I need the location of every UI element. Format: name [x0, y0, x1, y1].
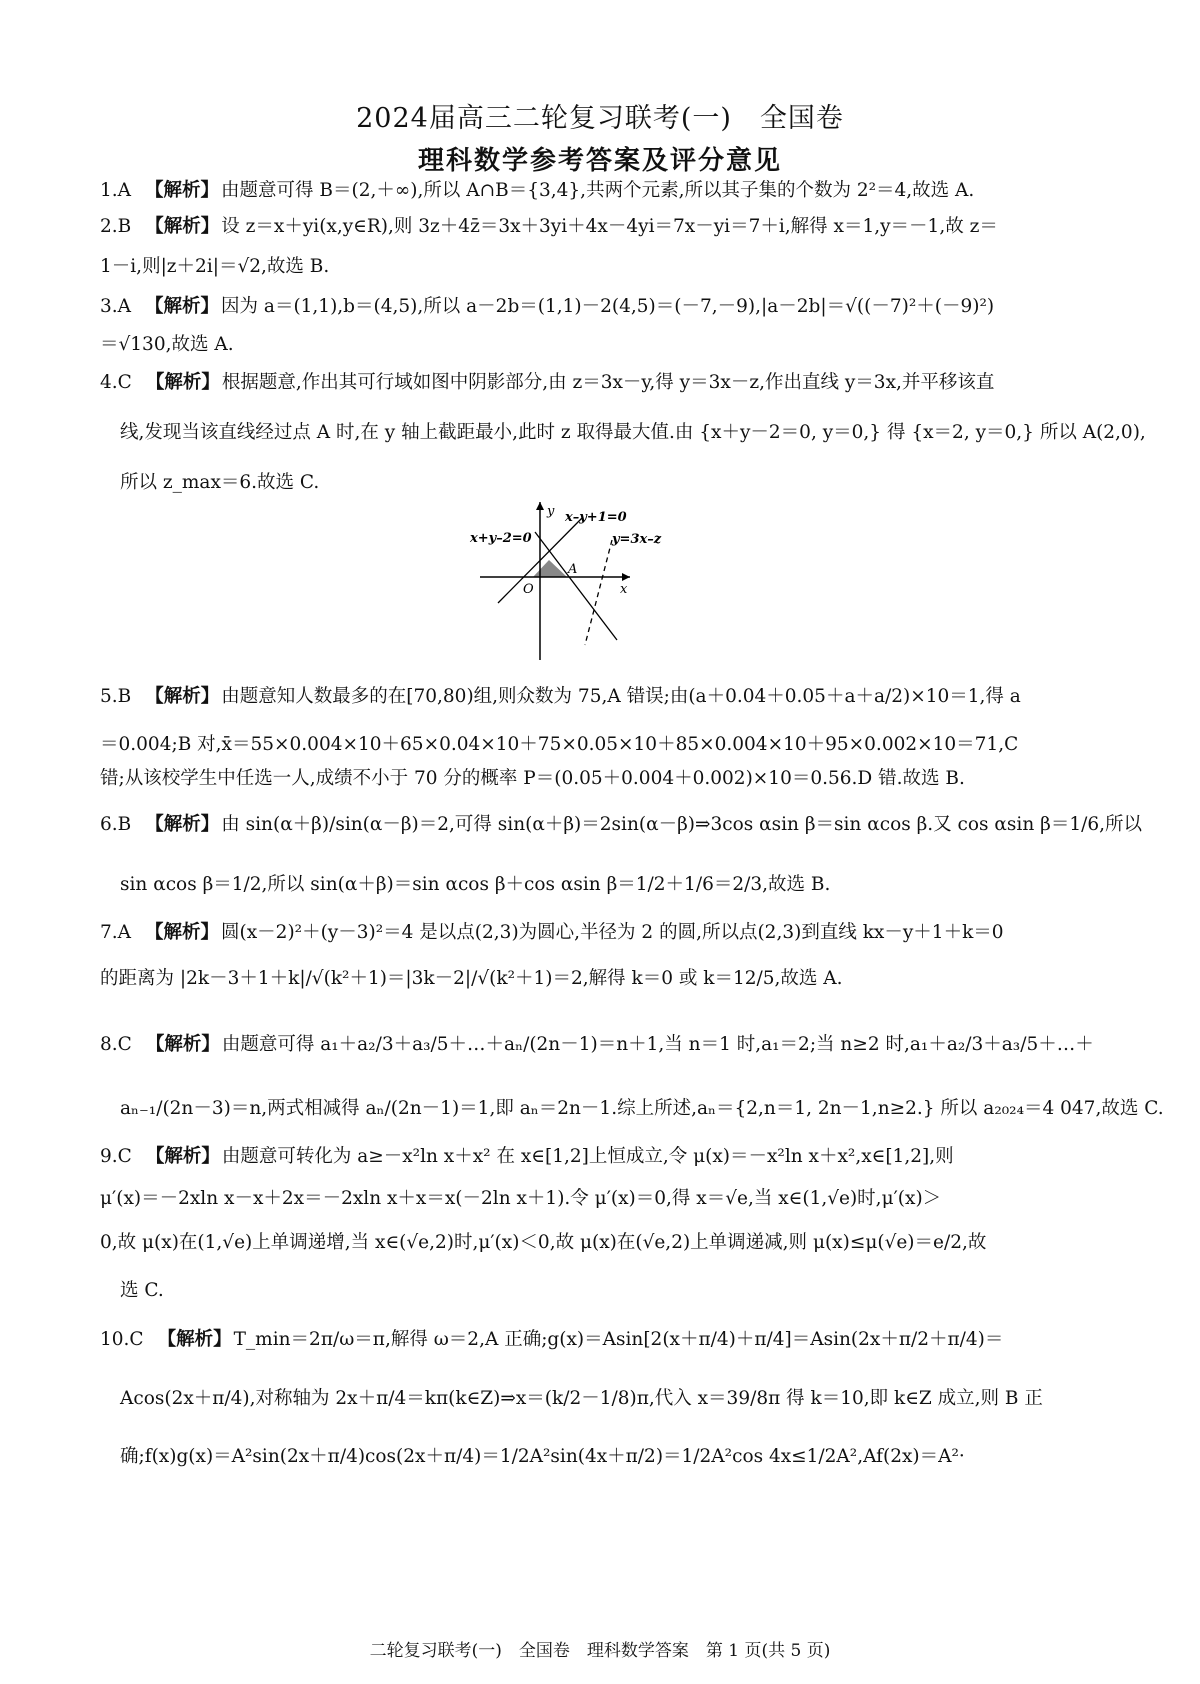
answer-8-cont: aₙ₋₁/(2n－3)＝n,两式相减得 aₙ/(2n－1)＝1,即 aₙ＝2n－1.综上所述,aₙ＝{2,n＝1, 2n－1,n≥2.} 所以 a₂₀₂₄＝4 047,故选 C.: [120, 1098, 1164, 1119]
answer-text: 因为 a＝(1,1),b＝(4,5),所以 a－2b＝(1,1)－2(4,5)＝(－7,－9),|a－2b|＝√((－7)²＋(－9)²): [221, 296, 995, 317]
exam-title: 2024届高三二轮复习联考(一) 全国卷: [356, 103, 844, 134]
answer-text: T_min＝2π/ω＝π,解得 ω＝2,A 正确;g(x)＝Asin[2(x＋π/4)＋π/4]＝Asin(2x＋π/2＋π/4)＝: [233, 1329, 1004, 1350]
line3-label: y=3x–z: [612, 532, 662, 547]
answer-number: 9.C: [100, 1146, 132, 1167]
answer-number: 7.A: [100, 922, 132, 943]
analysis-tag: 【解析】: [145, 686, 220, 707]
answer-text: 圆(x－2)²＋(y－3)²＝4 是以点(2,3)为圆心,半径为 2 的圆,所以点(2,3)到直线 kx－y＋1＋k＝0: [221, 922, 1004, 943]
answer-number: 10.C: [100, 1329, 144, 1350]
answer-7-cont: 的距离为 |2k－3＋1＋k|/√(k²＋1)＝|3k－2|/√(k²＋1)＝2,解得 k＝0 或 k＝12/5,故选 A.: [100, 968, 843, 989]
analysis-tag: 【解析】: [145, 1034, 220, 1055]
answer-10-cont2: 确;f(x)g(x)＝A²sin(2x＋π/4)cos(2x＋π/4)＝1/2A²sin(4x＋π/2)＝1/2A²cos 4x≤1/2A²,Af(2x)＝A²·: [120, 1446, 965, 1467]
answer-key-title: 理科数学参考答案及评分意见: [417, 146, 782, 176]
answer-number: 8.C: [100, 1034, 132, 1055]
line-x-plus-y-minus-2: [535, 532, 617, 640]
answer-9-cont: μ′(x)＝－2xln x－x＋2x＝－2xln x＋x＝x(－2ln x＋1).令 μ′(x)＝0,得 x＝√e,当 x∈(1,√e)时,μ′(x)＞: [100, 1188, 942, 1209]
y-axis-label: y: [547, 504, 555, 519]
answer-number: 5.B: [100, 686, 132, 707]
answer-9-cont2: 0,故 μ(x)在(1,√e)上单调递增,当 x∈(√e,2)时,μ′(x)＜0,故 μ(x)在(√e,2)上单调递减,则 μ(x)≤μ(√e)＝e/2,故: [100, 1232, 987, 1253]
answer-5-cont: ＝0.004;B 对,x̄＝55×0.004×10＋65×0.04×10＋75×0.05×10＋85×0.004×10＋95×0.002×10＝71,C: [100, 734, 1019, 755]
analysis-tag: 【解析】: [145, 814, 220, 835]
analysis-tag: 【解析】: [145, 372, 220, 393]
answer-6: [100, 810, 1142, 836]
origin-label: O: [523, 582, 534, 597]
answer-text: 根据题意,作出其可行域如图中阴影部分,由 z＝3x－y,得 y＝3x－z,作出直线 y＝3x,并平移该直: [221, 372, 995, 393]
answer-text: 由题意知人数最多的在[70,80)组,则众数为 75,A 错误;由(a＋0.04＋0.05＋a＋a/2)×10＝1,得 a: [221, 686, 1021, 707]
analysis-tag: 【解析】: [145, 216, 220, 237]
answer-3: [100, 292, 1105, 318]
answer-4-cont2: 所以 z_max＝6.故选 C.: [120, 472, 320, 493]
answer-5: [100, 682, 1105, 708]
line2-label: x+y–2=0: [470, 531, 532, 546]
line1-label: x–y+1=0: [565, 510, 627, 525]
answer-4-cont: 线,发现当该直线经过点 A 时,在 y 轴上截距最小,此时 z 取得最大值.由 {x＋y－2＝0, y＝0,} 得 {x＝2, y＝0,} 所以 A(2,0),: [120, 422, 1146, 443]
answer-5-cont2: 错;从该校学生中任选一人,成绩不小于 70 分的概率 P＝(0.05＋0.004＋0.002)×10＝0.56.D 错.故选 B.: [100, 768, 965, 789]
answer-2: [100, 212, 1105, 238]
page-footer: 二轮复习联考(一) 全国卷 理科数学答案 第 1 页(共 5 页): [369, 1641, 831, 1661]
answer-7: [100, 918, 1105, 944]
answer-number: 6.B: [100, 814, 132, 835]
y-axis-arrow: [536, 502, 544, 510]
analysis-tag: 【解析】: [145, 1146, 220, 1167]
answer-text: 由 sin(α＋β)/sin(α－β)＝2,可得 sin(α＋β)＝2sin(α－β)⇒3cos αsin β＝sin αcos β.又 cos αsin β＝1/6,所以: [221, 814, 1142, 835]
answer-number: 2.B: [100, 216, 132, 237]
point-a-label: A: [568, 562, 578, 577]
x-axis-arrow: [622, 573, 630, 581]
answer-1: [100, 176, 1105, 202]
answer-3-cont: ＝√130,故选 A.: [100, 334, 234, 355]
answer-text: 由题意可转化为 a≥－x²ln x＋x² 在 x∈[1,2]上恒成立,令 μ(x)＝－x²ln x＋x²,x∈[1,2],则: [221, 1146, 954, 1167]
answer-6-cont: sin αcos β＝1/2,所以 sin(α＋β)＝sin αcos β＋cos αsin β＝1/2＋1/6＝2/3,故选 B.: [120, 874, 831, 895]
analysis-tag: 【解析】: [145, 296, 220, 317]
analysis-tag: 【解析】: [145, 922, 220, 943]
line-y-eq-3x-minus-z: [585, 540, 612, 645]
x-axis-label: x: [620, 582, 628, 597]
answer-9: [100, 1142, 1105, 1168]
answer-8: [100, 1030, 1105, 1056]
answer-number: 4.C: [100, 372, 132, 393]
answer-4: [100, 368, 1105, 394]
answer-text: 由题意可得 a₁＋a₂/3＋a₃/5＋…＋aₙ/(2n－1)＝n＋1,当 n＝1 时,a₁＝2;当 n≥2 时,a₁＋a₂/3＋a₃/5＋…＋: [221, 1034, 1094, 1055]
answer-number: 3.A: [100, 296, 132, 317]
answer-2-cont: 1－i,则|z＋2i|＝√2,故选 B.: [100, 256, 330, 277]
answer-text: 设 z＝x＋yi(x,y∈R),则 3z＋4z̄＝3x＋3yi＋4x－4yi＝7x－yi＝7＋i,解得 x＝1,y＝－1,故 z＝: [221, 216, 998, 237]
analysis-tag: 【解析】: [157, 1329, 232, 1350]
analysis-tag: 【解析】: [145, 180, 220, 201]
answer-text: 由题意可得 B＝(2,＋∞),所以 A∩B＝{3,4},共两个元素,所以其子集的个数为 2²＝4,故选 A.: [221, 180, 975, 201]
answer-9-cont3: 选 C.: [120, 1280, 164, 1301]
answer-10: [100, 1325, 1105, 1351]
answer-10-cont: Acos(2x＋π/4),对称轴为 2x＋π/4＝kπ(k∈Z)⇒x＝(k/2－1/8)π,代入 x＝39/8π 得 k＝10,即 k∈Z 成立,则 B 正: [120, 1388, 1043, 1409]
answer-number: 1.A: [100, 180, 132, 201]
